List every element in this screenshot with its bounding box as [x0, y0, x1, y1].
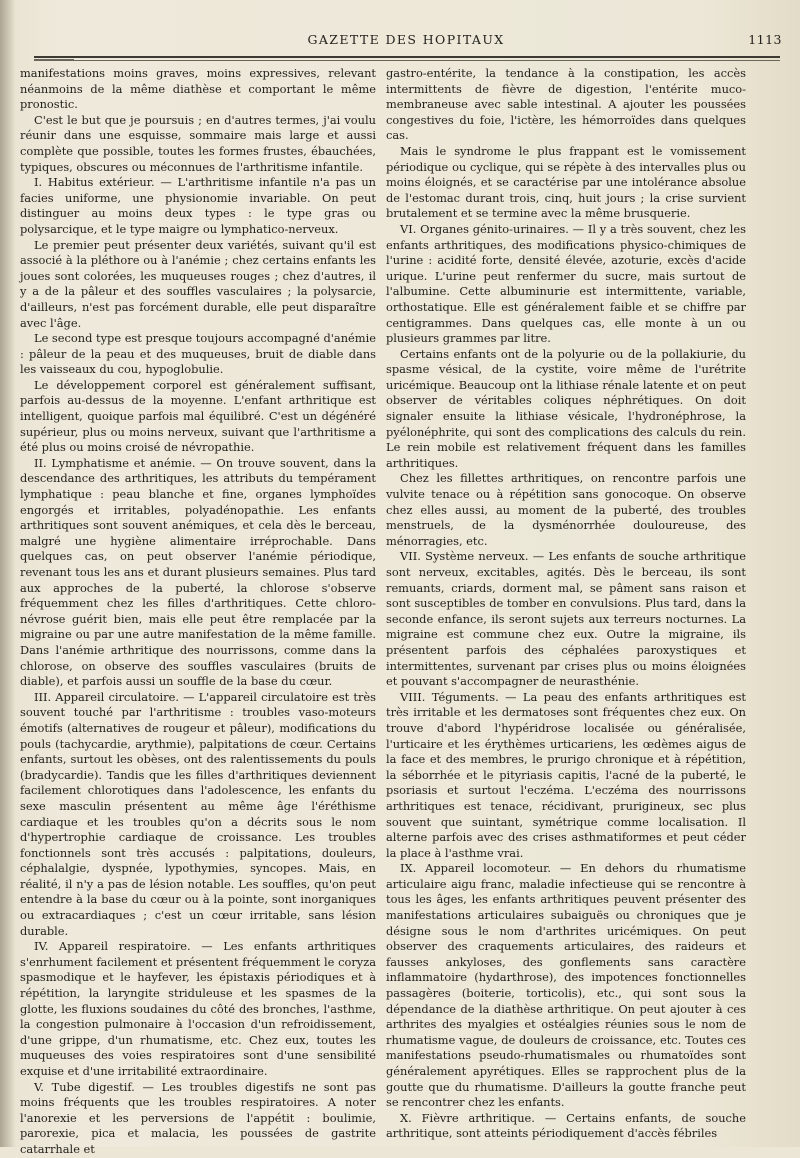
paragraph: X. Fièvre arthritique. — Certains enfants, de souche arthritique, sont atteints périodiquement d'accès fébriles [386, 1110, 746, 1141]
right-text-column [386, 66, 746, 1142]
paragraph: VIII. Téguments. — La peau des enfants arthritiques est très irritable et les dermatoses sont fréquentes chez eux. On trouve d'abord l'hypéridrose localisée ou généralisée, l'urticaire et les érythèmes urticariens, les œdèmes aigus de la face et des membres, le prurigo chronique et à répétition, la séborrhée et le pityriasis capitis, l'acné de la puberté, le psoriasis et surtout l'eczéma. L'eczéma des nourrissons arthritiques est tenace, récidivant, prurigineux, sec plus souvent que suintant, symétrique comme localisation. Il alterne parfois avec des crises asthmatiformes et peut céder la place à l'asthme vrai. [386, 689, 746, 860]
paragraph: Le premier peut présenter deux variétés, suivant qu'il est associé à la pléthore ou à l'anémie ; chez certains enfants les joues sont colorées, les muqueuses rouges ; chez d'autres, il y a de la pâleur et des souffles vasculaires ; la polysarcie, d'ailleurs, n'est pas forcément durable, elle peut disparaître avec l'âge. [20, 237, 376, 330]
paragraph: Chez les fillettes arthritiques, on rencontre parfois une vulvite tenace ou à répétition sans gonocoque. On observe chez elles aussi, au moment de la puberté, des troubles menstruels, de la dysménorrhée douloureuse, des ménorragies, etc. [386, 471, 746, 548]
running-title: GAZETTE DES HOPITAUX [307, 32, 505, 47]
paragraph: VII. Système nerveux. — Les enfants de souche arthritique sont nerveux, excitables, agités. Dès le berceau, ils sont remuants, criards, dorment mal, se pâment sans raison et sont susceptibles de tomber en convulsions. Plus tard, dans la seconde enfance, ils seront sujets aux terreurs nocturnes. La migraine est commune chez eux. Outre la migraine, ils présentent parfois des céphalées paroxystiques et intermittentes, survenant par crises plus ou moins éloignées et pouvant s'accompagner de neurasthénie. [386, 549, 746, 689]
paragraph: Certains enfants ont de la polyurie ou de la pollakiurie, du spasme vésical, de la cystite, voire même de l'urétrite uricémique. Beaucoup ont la lithiase rénale latente et on peut observer de véritables coliques néphrétiques. On doit signaler ensuite la lithiase vésicale, l'hydronéphrose, la pyélonéphrite, qui sont des complications des calculs du rein. Le rein mobile est relativement fréquent dans les familles arthritiques. [386, 346, 746, 470]
paragraph: III. Appareil circulatoire. — L'appareil circulatoire est très souvent touché par l'arthritisme : troubles vaso-moteurs émotifs (alternatives de rougeur et pâleur), modifications du pouls (tachycardie, arythmie), palpitations de cœur. Certains enfants, surtout les obèses, ont des ralentissements du pouls (bradycardie). Tandis que les filles d'arthritiques deviennent facilement chlorotiques dans l'adolescence, les enfants du sexe masculin présentent au même âge l'éréthisme cardiaque et les troubles qu'on a décrits sous le nom d'hypertrophie cardiaque de croissance. Les troubles fonctionnels sont très accusés : palpitations, douleurs, céphalalgie, dyspnée, lypothymies, syncopes. Mais, en réalité, il n'y a pas de lésion notable. Les souffles, qu'on peut entendre à la base du cœur ou à la pointe, sont inorganiques ou extracardiaques ; c'est un cœur irritable, sans lésion durable. [20, 689, 376, 938]
page-fold-shadow [0, 0, 16, 1147]
paragraph: manifestations moins graves, moins expressives, relevant néanmoins de la même diathèse et comportant le même pronostic. [20, 66, 376, 112]
paragraph: IX. Appareil locomoteur. — En dehors du rhumatisme articulaire aigu franc, maladie infectieuse qui se rencontre à tous les âges, les enfants arthritiques peuvent présenter des manifestations articulaires subaiguës ou chroniques que je désigne sous le nom d'arthrites uricémiques. On peut observer des craquements articulaires, des raideurs et fausses ankyloses, des gonflements sans caractère inflammatoire (hydarthrose), des impotences fonctionnelles passagères (boiterie, torticolis), etc., qui sont sous la dépendance de la diathèse arthritique. On peut ajouter à ces arthrites des myalgies et ostéalgies réunies sous le nom de rhumatisme vague, de douleurs de croissance, etc. Toutes ces manifestations pseudo-rhumatismales ou rhumatoïdes sont généralement apyrétiques. Elles se rapprochent plus de la goutte que du rhumatisme. D'ailleurs la goutte franche peut se rencontrer chez les enfants. [386, 861, 746, 1110]
paragraph: Mais le syndrome le plus frappant est le vomissement périodique ou cyclique, qui se répète à des intervalles plus ou moins éloignés, et se caractérise par une intolérance absolue de l'estomac durant trois, cinq, huit jours ; la crise survient brutalement et se termine avec la même brusquerie. [386, 143, 746, 221]
paragraph: I. Habitus extérieur. — L'arthritisme infantile n'a pas un facies uniforme, une physionomie invariable. On peut distinguer au moins deux types : le type gras ou polysarcique, et le type maigre ou lymphatico-nerveux. [20, 175, 376, 236]
header-rule [34, 56, 780, 58]
paragraph: gastro-entérite, la tendance à la constipation, les accès intermittents de fièvre de digestion, l'entérite muco-membraneuse avec sable intestinal. A ajouter les poussées congestives du foie, l'ictère, les hémorroïdes dans quelques cas. [386, 66, 746, 143]
paragraph: Le second type est presque toujours accompagné d'anémie : pâleur de la peau et des muqueuses, bruit de diable dans les vaisseaux du cou, hypoglobulie. [20, 331, 376, 377]
paragraph: II. Lymphatisme et anémie. — On trouve souvent, dans la descendance des arthritiques, les attributs du tempérament lymphatique : peau blanche et fine, organes lymphoïdes engorgés et irritables, polyadénopathie. Les enfants arthritiques sont souvent anémiques, et cela dès le berceau, malgré une hygiène alimentaire irréprochable. Dans quelques cas, on peut observer l'anémie périodique, revenant tous les ans et durant plusieurs semaines. Plus tard aux approches de la puberté, la chlorose s'observe fréquemment chez les filles d'arthritiques. Cette chloro-névrose guérit bien, mais elle peut être remplacée par la migraine ou par une autre manifestation de la même famille. Dans l'anémie arthritique des nourrissons, comme dans la chlorose, on observe des souffles vasculaires (bruits de diable), et parfois aussi un souffle de la base du cœur. [20, 455, 376, 689]
paragraph: IV. Appareil respiratoire. — Les enfants arthritiques s'enrhument facilement et présentent fréquemment le coryza spasmodique et le hayfever, les épistaxis périodiques et à répétition, la laryngite striduleuse et les spasmes de la glotte, les fluxions soudaines du côté des bronches, l'asthme, la congestion pulmonaire à l'occasion d'un refroidissement, d'une grippe, d'un rhumatisme, etc. Chez eux, toutes les muqueuses des voies respiratoires sont d'une sensibilité exquise et d'une irritabilité extraordinaire. [20, 939, 376, 1078]
paragraph: Le développement corporel est généralement suffisant, parfois au-dessus de la moyenne. L'enfant arthritique est intelligent, quoique parfois mal équilibré. C'est un dégénéré supérieur, plus ou moins nerveux, suivant que l'arthritisme a été plus ou moins croisé de névropathie. [20, 377, 376, 455]
page-header [30, 30, 782, 50]
paragraph: VI. Organes génito-urinaires. — Il y a très souvent, chez les enfants arthritiques, des modifications physico-chimiques de l'urine : acidité forte, densité élevée, azoturie, excès d'acide urique. L'urine peut renfermer du sucre, mais surtout de l'albumine. Cette albuminurie est intermittente, variable, orthostatique. Elle est généralement faible et se chiffre par centigrammes. Dans quelques cas, elle monte à un ou plusieurs grammes par litre. [386, 221, 746, 346]
paragraph: V. Tube digestif. — Les troubles digestifs ne sont pas moins fréquents que les troubles respiratoires. A noter l'anorexie et les perversions de l'appétit : boulimie, parorexie, pica et malacia, les poussées de gastrite catarrhale et [20, 1079, 376, 1156]
left-text-column [20, 66, 376, 1158]
paragraph: C'est le but que je poursuis ; en d'autres termes, j'ai voulu réunir dans une esquisse, sommaire mais large et aussi complète que possible, toutes les formes frustes, ébauchées, typiques, obscures ou méconnues de l'arthritisme infantile. [20, 112, 376, 174]
page-number: 1113 [748, 32, 782, 47]
header-rule-thin [34, 60, 780, 61]
